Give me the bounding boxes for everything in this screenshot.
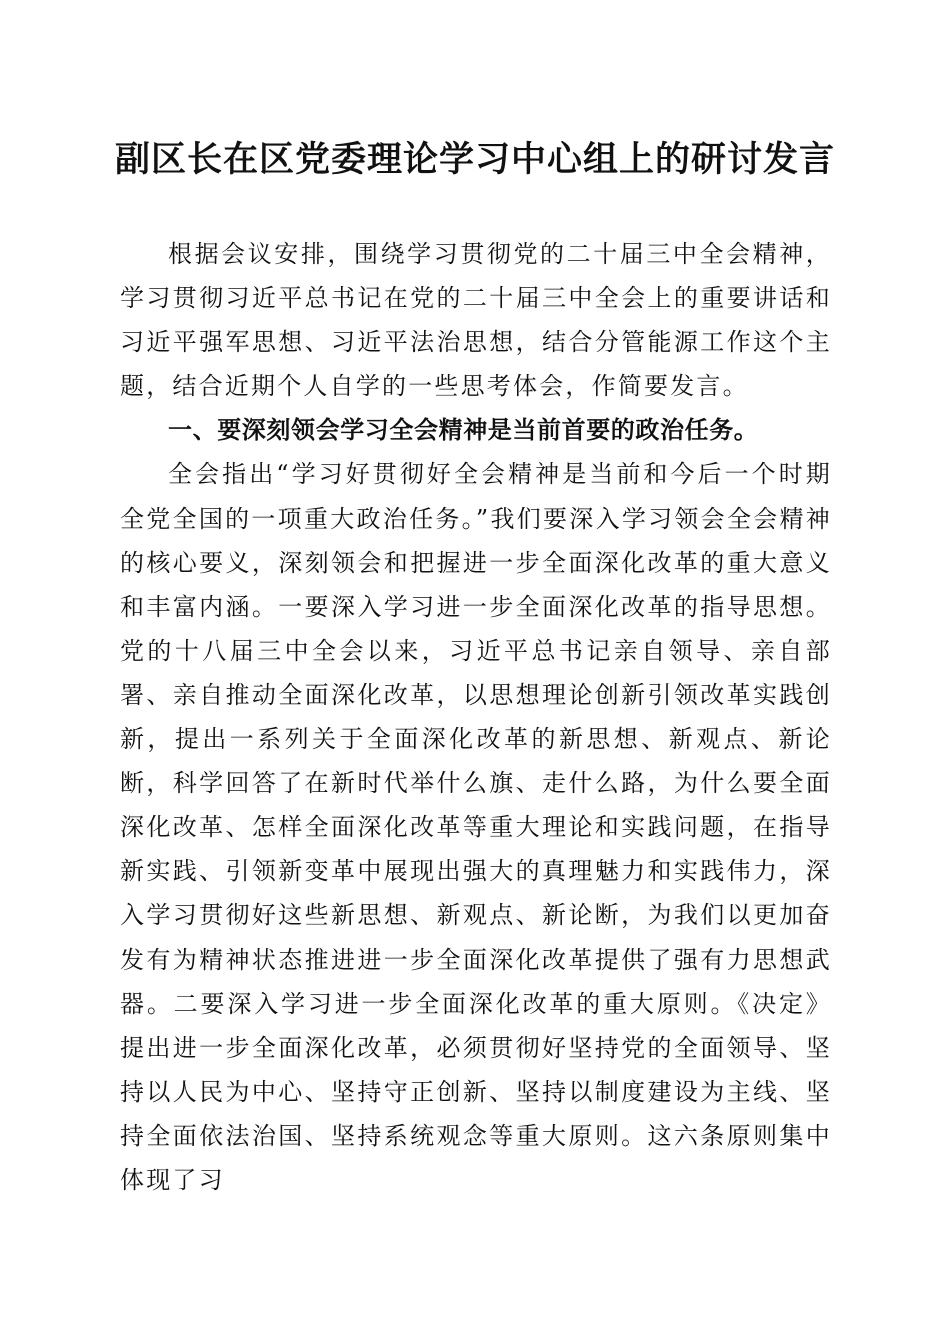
intro-paragraph: 根据会议安排，围绕学习贯彻党的二十届三中全会精神，学习贯彻习近平总书记在党的二十届三中全会上的重要讲话和习近平强军思想、习近平法治思想，结合分管能源工作这个主题，结合近期个人自学的一些思考体会，作简要发言。 — [120, 240, 832, 401]
document-body — [120, 232, 832, 1202]
section-1-paragraph: 全会指出“学习好贯彻好全会精神是当前和今后一个时期全党全国的一项重大政治任务。”我们要深入学习领会全会精神的核心要义，深刻领会和把握进一步全面深化改革的重大意义和丰富内涵。一要深入学习进一步全面深化改革的指导思想。党的十八届三中全会以来，习近平总书记亲自领导、亲自部署、亲自推动全面深化改革，以思想理论创新引领改革实践创新，提出一系列关于全面深化改革的新思想、新观点、新论断，科学回答了在新时代举什么旗、走什么路，为什么要全面深化改革、怎样全面深化改革等重大理论和实践问题，在指导新实践、引领新变革中展现出强大的真理魅力和实践伟力，深入学习贯彻好这些新思想、新观点、新论断，为我们以更加奋发有为精神状态推进进一步全面深化改革提供了强有力思想武器。二要深入学习进一步全面深化改革的重大原则。《决定》提出进一步全面深化改革，必须贯彻好坚持党的全面领导、坚持以人民为中心、坚持守正创新、坚持以制度建设为主线、坚持全面依法治国、坚持系统观念等重大原则。这六条原则集中体现了习 — [120, 460, 832, 1194]
document-title: 副区长在区党委理论学习中心组上的研讨发言 — [114, 139, 835, 180]
section-heading-1: 一、要深刻领会学习全会精神是当前首要的政治任务。 — [168, 416, 759, 445]
